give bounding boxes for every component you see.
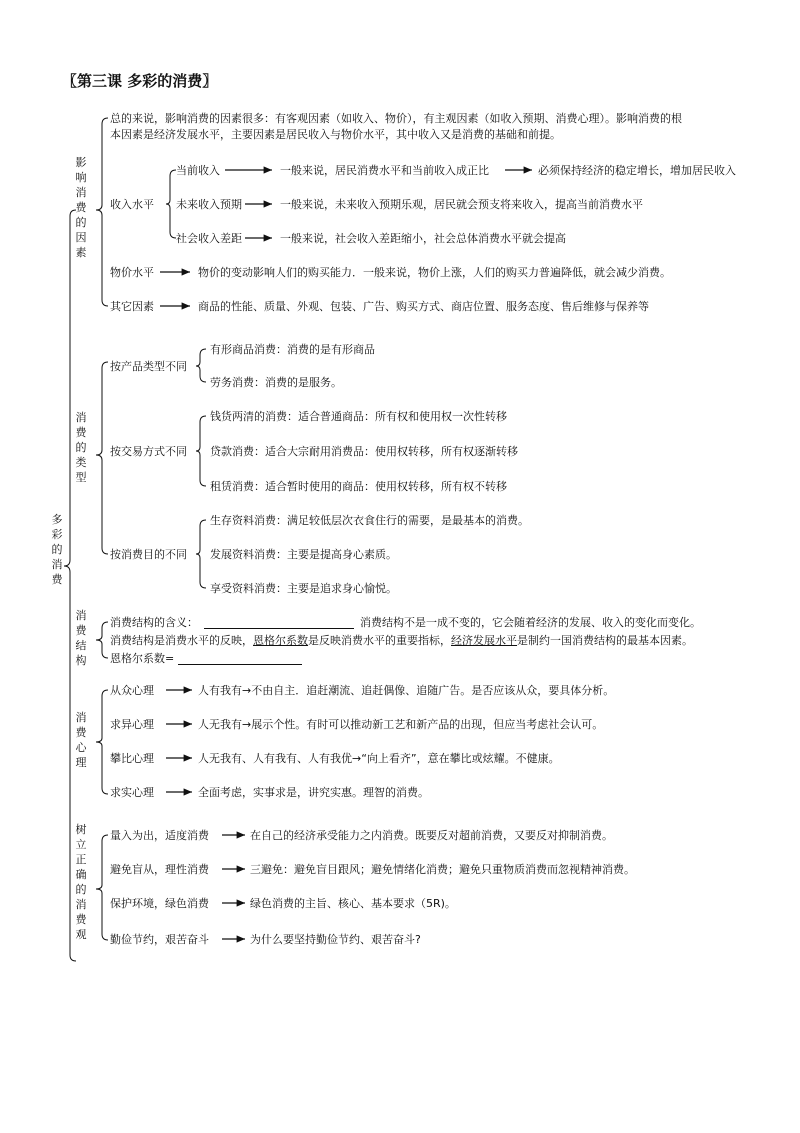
section-structure: 消费结构 <box>75 609 87 667</box>
value-1-label: 量入为出，适度消费 <box>110 829 209 842</box>
structure-text-c: 是反映消费水平的重要指标， <box>308 634 451 647</box>
engel-formula-line <box>110 652 302 665</box>
price-text: 物价的变动影响人们的购买能力．一般来说，物价上涨，人们的购买力普遍降低，就会减少消费。 <box>198 266 671 279</box>
tangible-consumption: 有形商品消费：消费的是有形商品 <box>210 343 375 356</box>
structure-indicator-line <box>110 634 693 647</box>
structure-meaning-blank <box>204 617 354 629</box>
value-2-text: 三避免：避免盲目跟风；避免情绪化消费；避免只重物质消费而忽视精神消费。 <box>250 863 635 876</box>
factors-summary-2: 本因素是经济发展水平，主要因素是居民收入与物价水平，其中收入又是消费的基础和前提。 <box>110 128 561 141</box>
herd-psychology-label: 从众心理 <box>110 684 154 697</box>
practical-psychology-text: 全面考虑，实事求是，讲究实惠。理智的消费。 <box>198 786 429 799</box>
factors-summary-1: 总的来说，影响消费的因素很多：有客观因素（如收入、物价），有主观因素（如收入预期、消费心理）。影响消费的根 <box>110 112 682 125</box>
novelty-psychology-text: 人无我有→展示个性。有时可以推动新工艺和新产品的出现，但应当考虑社会认可。 <box>198 718 604 731</box>
comparison-psychology-text: 人无我有、人有我有、人有我优→“向上看齐”，意在攀比或炫耀。不健康。 <box>198 752 560 765</box>
root-label: 多彩的消费 <box>51 513 63 586</box>
structure-text-e: 是制约一国消费结构的最基本因素。 <box>517 634 693 647</box>
engel-formula-label: 恩格尔系数= <box>110 652 175 665</box>
novelty-psychology-label: 求异心理 <box>110 718 154 731</box>
income-gap-text: 一般来说，社会收入差距缩小，社会总体消费水平就会提高 <box>280 232 566 245</box>
future-income-text: 一般来说，未来收入预期乐观，居民就会预支将来收入，提高当前消费水平 <box>280 198 643 211</box>
price-label: 物价水平 <box>110 266 154 279</box>
by-purpose-label: 按消费目的不同 <box>110 548 187 561</box>
value-4-label: 勤俭节约，艰苦奋斗 <box>110 933 209 946</box>
herd-psychology-text: 人有我有→不由自主．追赶潮流、追赶偶像、追随广告。是否应该从众，要具体分析。 <box>198 684 615 697</box>
structure-meaning-tail: 消费结构不是一成不变的，它会随着经济的发展、收入的变化而变化。 <box>360 616 701 629</box>
other-factors-text: 商品的性能、质量、外观、包装、广告、购买方式、商店位置、服务态度、售后维修与保养等 <box>198 300 649 313</box>
other-factors-label: 其它因素 <box>110 300 154 313</box>
section-factors: 影响消费的因素 <box>75 156 87 259</box>
comparison-psychology-label: 攀比心理 <box>110 752 154 765</box>
rent-consumption: 租赁消费：适合暂时使用的商品：使用权转移，所有权不转移 <box>210 480 507 493</box>
current-income-text: 一般来说，居民消费水平和当前收入成正比 <box>280 164 489 177</box>
practical-psychology-label: 求实心理 <box>110 786 154 799</box>
value-3-text: 绿色消费的主旨、核心、基本要求（5R)。 <box>250 897 456 910</box>
development-consumption: 发展资料消费：主要是提高身心素质。 <box>210 548 397 561</box>
section-values: 树立正确的消费观 <box>75 823 87 941</box>
value-1-text: 在自己的经济承受能力之内消费。既要反对超前消费，又要反对抑制消费。 <box>250 829 613 842</box>
engel-formula-blank <box>178 653 302 665</box>
structure-meaning-label: 消费结构的含义： <box>110 616 198 629</box>
survival-consumption: 生存资料消费：满足较低层次衣食住行的需要，是最基本的消费。 <box>210 514 529 527</box>
structure-text-a: 消费结构是消费水平的反映， <box>110 634 253 647</box>
current-income-label: 当前收入 <box>176 164 220 177</box>
by-product-label: 按产品类型不同 <box>110 360 187 373</box>
value-3-label: 保护环境，绿色消费 <box>110 897 209 910</box>
future-income-label: 未来收入预期 <box>176 198 242 211</box>
income-label: 收入水平 <box>110 198 154 211</box>
value-4-text: 为什么要坚持勤俭节约、艰苦奋斗? <box>250 933 421 946</box>
structure-meaning-line <box>110 616 701 629</box>
current-income-result: 必须保持经济的稳定增长，增加居民收入 <box>538 164 736 177</box>
economic-level-term: 经济发展水平 <box>451 634 517 647</box>
service-consumption: 劳务消费：消费的是服务。 <box>210 376 342 389</box>
cash-consumption: 钱货两清的消费：适合普通商品：所有权和使用权一次性转移 <box>210 410 507 423</box>
by-trade-label: 按交易方式不同 <box>110 445 187 458</box>
page-title: 〖第三课 多彩的消费〗 <box>62 72 218 90</box>
section-types: 消费的类型 <box>75 411 87 484</box>
income-gap-label: 社会收入差距 <box>176 232 242 245</box>
enjoyment-consumption: 享受资料消费：主要是追求身心愉悦。 <box>210 582 397 595</box>
value-2-label: 避免盲从，理性消费 <box>110 863 209 876</box>
engel-coefficient-term: 恩格尔系数 <box>253 634 308 647</box>
loan-consumption: 贷款消费：适合大宗耐用消费品：使用权转移，所有权逐渐转移 <box>210 445 518 458</box>
section-psychology: 消费心理 <box>75 711 87 769</box>
